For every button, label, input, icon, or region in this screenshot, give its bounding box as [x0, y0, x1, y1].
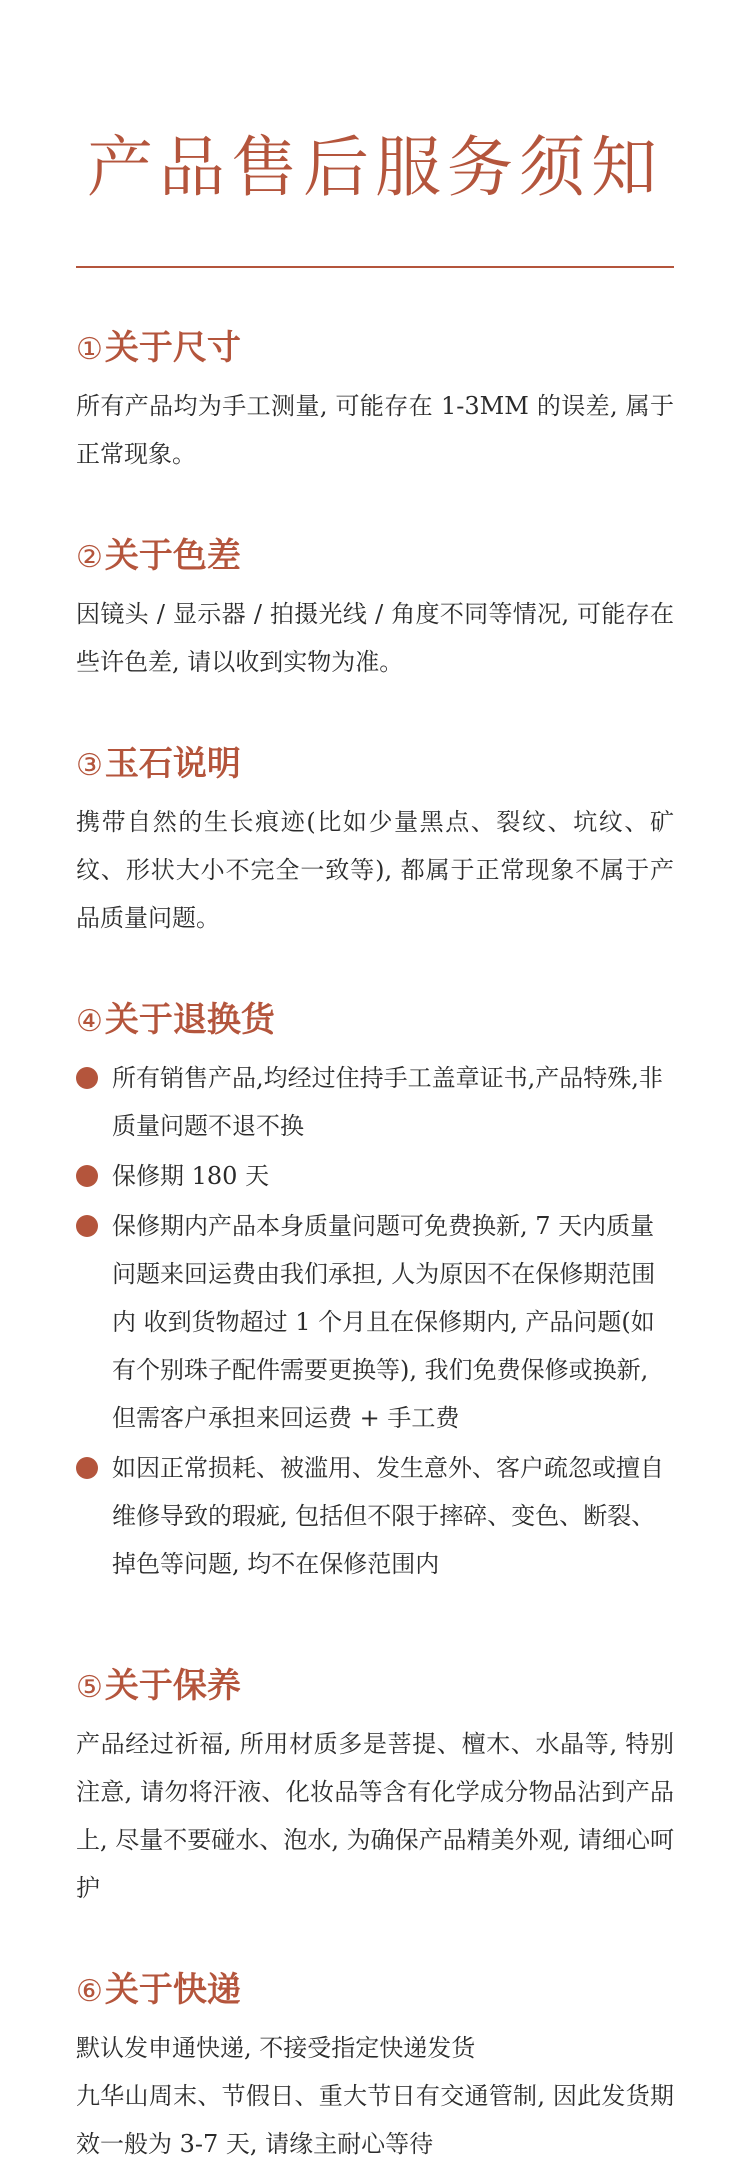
section-heading — [76, 534, 674, 580]
section-number: ④ — [76, 1004, 103, 1039]
title-divider — [76, 266, 674, 268]
bullet-dot-icon — [76, 1215, 98, 1237]
list-item — [76, 1444, 674, 1588]
list-item — [76, 1202, 674, 1442]
section-text: 携带自然的生长痕迹(比如少量黑点、裂纹、坑纹、矿纹、形状大小不完全一致等), 都属于正常现象不属于产品质量问题。 — [76, 808, 674, 932]
page-title: 产品售后服务须知 — [87, 129, 663, 206]
bullet-dot-icon — [76, 1067, 98, 1089]
section-heading — [76, 1664, 674, 1710]
section-care — [76, 1664, 674, 1912]
section-text: 默认发申通快递, 不接受指定快递发货 — [76, 2034, 476, 2062]
section-number: ② — [76, 540, 103, 575]
section-number: ③ — [76, 748, 103, 783]
bullet-dot-icon — [76, 1457, 98, 1479]
section-returns — [76, 998, 674, 1588]
bullet-dot-icon — [76, 1165, 98, 1187]
section-number: ① — [76, 332, 103, 367]
section-title: 关于快递 — [104, 1970, 241, 2010]
section-text: 因镜头 / 显示器 / 拍摄光线 / 角度不同等情况, 可能存在些许色差, 请以收到实物为准。 — [76, 600, 674, 676]
section-shipping — [76, 1968, 674, 2168]
section-jade-note — [76, 742, 674, 942]
section-size — [76, 326, 674, 478]
section-heading — [76, 326, 674, 372]
returns-list — [76, 1054, 674, 1588]
section-title: 玉石说明 — [104, 744, 241, 784]
list-item-text: 所有销售产品,均经过住持手工盖章证书,产品特殊,非质量问题不退不换 — [112, 1064, 663, 1140]
list-item-text: 如因正常损耗、被滥用、发生意外、客户疏忽或擅自维修导致的瑕疵, 包括但不限于摔碎、变色、断裂、掉色等问题, 均不在保修范围内 — [112, 1454, 664, 1578]
section-heading — [76, 1968, 674, 2014]
section-text: 产品经过祈福, 所用材质多是菩提、檀木、水晶等, 特别注意, 请勿将汗液、化妆品等含有化学成分物品沾到产品上, 尽量不要碰水、泡水, 为确保产品精美外观, 请细心呵护 — [76, 1730, 674, 1902]
section-number: ⑤ — [76, 1670, 103, 1705]
section-heading — [76, 742, 674, 788]
section-heading — [76, 998, 674, 1044]
section-text: 所有产品均为手工测量, 可能存在 1-3MM 的误差, 属于正常现象。 — [76, 392, 674, 468]
list-item-text: 保修期 180 天 — [112, 1162, 270, 1190]
section-color-difference — [76, 534, 674, 686]
section-title: 关于尺寸 — [104, 328, 241, 368]
section-number: ⑥ — [76, 1974, 103, 2009]
section-title: 关于退换货 — [104, 1000, 275, 1040]
section-title: 关于保养 — [104, 1666, 241, 1706]
section-text: 九华山周末、节假日、重大节日有交通管制, 因此发货期效一般为 3-7 天, 请缘主耐心等待 — [76, 2082, 674, 2158]
list-item — [76, 1054, 674, 1150]
list-item-text: 保修期内产品本身质量问题可免费换新, 7 天内质量问题来回运费由我们承担, 人为原因不在保修期范围内 收到货物超过 1 个月且在保修期内, 产品问题(如有个别珠子配件需要更换等), 我们免费保修或换新, 但需客户承担来回运费 + 手工费 — [112, 1212, 656, 1432]
section-title: 关于色差 — [104, 536, 241, 576]
list-item — [76, 1152, 674, 1200]
